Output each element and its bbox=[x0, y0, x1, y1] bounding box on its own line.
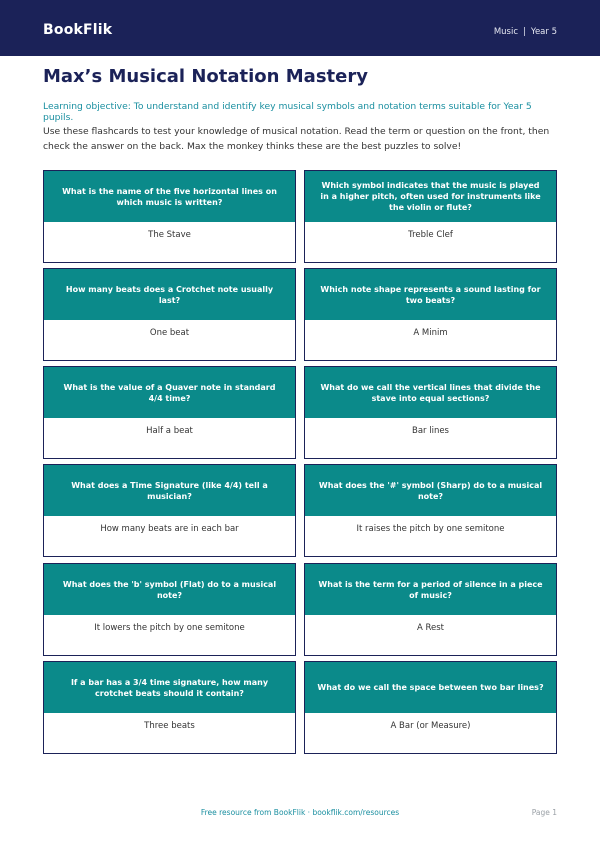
learning-objective: Learning objective: To understand and identify key musical symbols and notation terms suitable for Year 5 pupils. bbox=[43, 101, 532, 123]
flashcard[interactable] bbox=[304, 170, 557, 263]
flashcard-answer: Treble Clef bbox=[408, 230, 453, 240]
breadcrumb bbox=[494, 27, 557, 37]
flashcard-question: Which note shape represents a sound lasting for two beats? bbox=[305, 269, 556, 320]
flashcard[interactable] bbox=[304, 268, 557, 361]
flashcard-question: If a bar has a 3/4 time signature, how many crotchet beats should it contain? bbox=[44, 662, 295, 713]
flashcard-question: What is the value of a Quaver note in standard 4/4 time? bbox=[44, 367, 295, 418]
flashcard[interactable] bbox=[43, 661, 296, 754]
flashcard-answer: A Rest bbox=[416, 623, 445, 633]
flashcard-question: What does a Time Signature (like 4/4) tell a musician? bbox=[44, 465, 295, 516]
page-number: Page 1 bbox=[531, 808, 557, 817]
breadcrumb-subject[interactable]: Music bbox=[493, 27, 519, 37]
flashcard-answer: How many beats are in each bar bbox=[100, 524, 239, 534]
flashcard-question: What does the 'b' symbol (Flat) do to a musical note? bbox=[44, 564, 295, 615]
flashcard[interactable] bbox=[304, 563, 557, 656]
flashcard-question: What does the '#' symbol (Sharp) do to a musical note? bbox=[305, 465, 556, 516]
intro-text: Use these flashcards to test your knowledge of musical notation. Read the term or question on the front, then check the answer on the back. Max the monkey thinks these are the best puzzles to solve! bbox=[43, 126, 550, 152]
breadcrumb-separator: | bbox=[523, 27, 526, 37]
flashcard-question: Which symbol indicates that the music is played in a higher pitch, often used for instruments like the violin or flute? bbox=[305, 171, 556, 222]
flashcard-question: What do we call the space between two bar lines? bbox=[305, 662, 556, 713]
flashcard-question: What is the name of the five horizontal lines on which music is written? bbox=[44, 171, 295, 222]
flashcard[interactable] bbox=[304, 366, 557, 459]
flashcard-question: How many beats does a Crotchet note usually last? bbox=[44, 269, 295, 320]
flashcard-answer: A Bar (or Measure) bbox=[390, 721, 471, 731]
flashcard[interactable] bbox=[304, 464, 557, 557]
flashcard-answer: A Minim bbox=[413, 328, 448, 338]
breadcrumb-year[interactable]: Year 5 bbox=[530, 27, 557, 37]
flashcard-answer: The Stave bbox=[148, 230, 191, 240]
flashcard-answer: It lowers the pitch by one semitone bbox=[94, 623, 245, 633]
flashcard-answer: Three beats bbox=[144, 721, 195, 731]
flashcard[interactable] bbox=[304, 661, 557, 754]
flashcard[interactable] bbox=[43, 366, 296, 459]
flashcard-question: What is the term for a period of silence in a piece of music? bbox=[305, 564, 556, 615]
flashcard-answer: It raises the pitch by one semitone bbox=[356, 524, 505, 534]
footer-link[interactable]: Free resource from BookFlik · bookflik.com/resources bbox=[200, 808, 400, 817]
flashcard-answer: One beat bbox=[149, 328, 190, 338]
flashcard-question: What do we call the vertical lines that divide the stave into equal sections? bbox=[305, 367, 556, 418]
flashcard[interactable] bbox=[43, 464, 296, 557]
flashcard[interactable] bbox=[43, 268, 296, 361]
flashcard-answer: Bar lines bbox=[411, 426, 449, 436]
flashcard[interactable] bbox=[43, 563, 296, 656]
header-bar bbox=[0, 0, 600, 56]
brand-logo[interactable]: BookFlik bbox=[43, 22, 113, 38]
page-title: Max’s Musical Notation Mastery bbox=[43, 66, 368, 87]
flashcard-answer: Half a beat bbox=[146, 426, 193, 436]
flashcard[interactable] bbox=[43, 170, 296, 263]
